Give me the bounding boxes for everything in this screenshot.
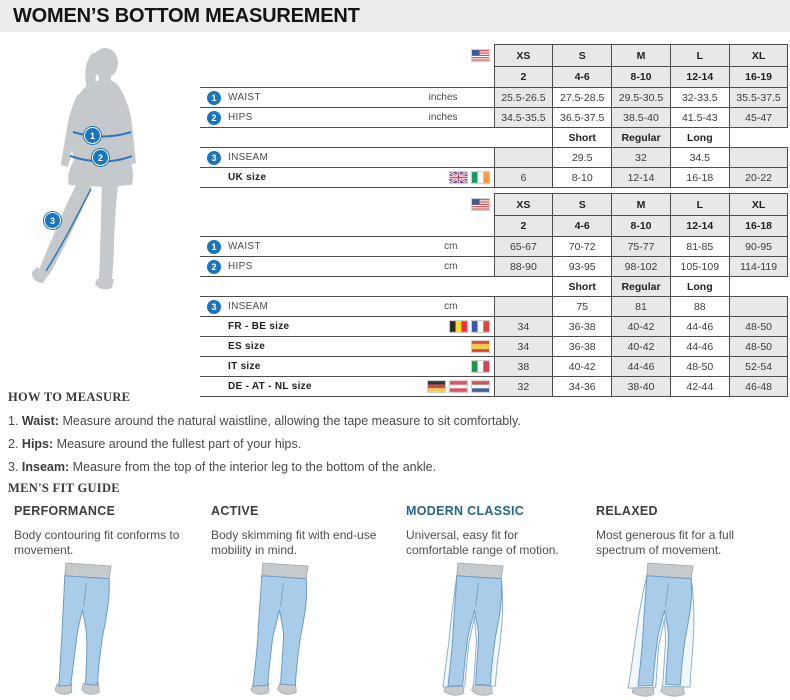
size-header-cell: S: [553, 45, 612, 67]
value-cell: 34-36: [553, 377, 612, 397]
fit-name: PERFORMANCE: [14, 504, 116, 518]
hips-row: [200, 257, 788, 277]
length-header-cell: Short: [553, 128, 612, 148]
waist-badge: 1: [207, 91, 221, 105]
value-cell: 36-38: [553, 317, 612, 337]
length-header-row: [200, 277, 788, 297]
value-cell: 40-42: [553, 357, 612, 377]
size-header-cell: L: [670, 45, 729, 67]
value-cell: 34.5: [670, 148, 729, 168]
waist-row: [200, 88, 788, 108]
size-number-cell: 8-10: [612, 216, 671, 237]
size-number-cell: 4-6: [553, 67, 612, 88]
size-number-row: [200, 216, 788, 237]
size-header-cell: L: [670, 194, 729, 216]
value-cell: 16-18: [670, 168, 729, 188]
measure-item-inseam: [8, 460, 648, 474]
measure-item-text: Measure around the fullest part of your hips.: [56, 437, 302, 451]
page-title: WOMEN’S BOTTOM MEASUREMENT: [13, 4, 360, 27]
fit-grid: [8, 504, 784, 699]
row-label: INSEAM: [228, 301, 269, 312]
size-number-cell: 12-14: [670, 216, 729, 237]
row-unit: cm: [444, 241, 458, 252]
es-size-row: [200, 337, 788, 357]
row-label: UK size: [228, 172, 267, 183]
value-cell: 48-50: [729, 337, 788, 357]
size-number-cell: 8-10: [612, 67, 671, 88]
fit-name: MODERN CLASSIC: [406, 504, 525, 518]
value-cell: 105-109: [670, 257, 729, 277]
value-cell: 29.5-30.5: [612, 88, 671, 108]
size-header-cell: S: [553, 194, 612, 216]
size-header-cell: XS: [494, 45, 553, 67]
value-cell: 44-46: [670, 337, 729, 357]
measure-item-term: Waist:: [21, 414, 59, 428]
pants-illustration-relaxed: [596, 561, 741, 699]
value-cell: 46-48: [729, 377, 788, 397]
value-cell: 41.5-43: [670, 108, 729, 128]
value-cell: 34: [494, 317, 553, 337]
figure-badge-waist: 1: [84, 127, 101, 144]
uk-size-row: [200, 168, 788, 188]
hips-badge: 2: [207, 111, 221, 125]
fit-relaxed: [590, 504, 780, 699]
value-cell: 36-38: [553, 337, 612, 357]
row-label: IT size: [228, 361, 261, 372]
pants-illustration-active: [211, 561, 356, 699]
fit-name: ACTIVE: [211, 504, 259, 518]
value-cell: 32: [494, 377, 553, 397]
it-size-row: [200, 357, 788, 377]
fit-performance: [8, 504, 205, 699]
value-cell: 38-40: [612, 377, 671, 397]
size-header-cell: M: [612, 45, 671, 67]
value-cell: 34: [494, 337, 553, 357]
row-label: HIPS: [228, 261, 253, 272]
value-cell: 29.5: [553, 148, 612, 168]
measure-item-text: Measure from the top of the interior leg to the bottom of the ankle.: [72, 460, 437, 474]
value-cell: 90-95: [729, 237, 788, 257]
row-label: FR - BE size: [228, 321, 290, 332]
length-header-cell: Regular: [612, 277, 671, 297]
length-header-cell: Regular: [612, 128, 671, 148]
value-cell: 25.5-26.5: [494, 88, 553, 108]
fit-description: Body contouring fit conforms to movement.: [14, 528, 180, 557]
measure-item-number: 3.: [8, 460, 19, 474]
value-cell: 36.5-37.5: [553, 108, 612, 128]
row-unit: cm: [444, 261, 458, 272]
value-cell: 88: [670, 297, 729, 317]
size-table-inches: [200, 44, 788, 188]
value-cell: 42-44: [670, 377, 729, 397]
size-number-cell: 12-14: [670, 67, 729, 88]
value-cell: 81: [612, 297, 671, 317]
row-label: HIPS: [228, 112, 253, 123]
measure-item-term: Hips:: [21, 437, 54, 451]
woman-silhouette-illustration: [15, 46, 195, 296]
uk-flag-icon: [449, 171, 468, 184]
row-unit: inches: [428, 92, 458, 103]
measure-item-waist: [8, 414, 648, 428]
waist-badge: 1: [207, 240, 221, 254]
length-header-cell: Long: [670, 128, 729, 148]
size-header-cell: M: [612, 194, 671, 216]
value-cell: 98-102: [612, 257, 671, 277]
size-number-cell: 2: [494, 67, 553, 88]
value-cell: 34.5-35.5: [494, 108, 553, 128]
value-cell: 45-47: [729, 108, 788, 128]
fit-guide-section: [8, 481, 784, 699]
pants-illustration-modern-classic: [406, 561, 551, 699]
fit-description: Most generous fit for a full spectrum of movement.: [596, 528, 735, 557]
value-cell: 48-50: [670, 357, 729, 377]
value-cell: 88-90: [494, 257, 553, 277]
figure-badge-hips: 2: [92, 149, 109, 166]
length-header-row: [200, 128, 788, 148]
hips-badge: 2: [207, 260, 221, 274]
waist-row: [200, 237, 788, 257]
us-flag-icon: [471, 49, 490, 62]
inseam-row: [200, 297, 788, 317]
size-number-cell: 16-18: [729, 216, 788, 237]
belgium-flag-icon: [449, 320, 468, 333]
row-label: WAIST: [228, 241, 261, 252]
row-label: DE - AT - NL size: [228, 381, 312, 392]
value-cell: 81-85: [670, 237, 729, 257]
hips-row: [200, 108, 788, 128]
fit-description: Universal, easy fit for comfortable range of motion.: [406, 528, 559, 557]
figure-badge-inseam: 3: [44, 212, 61, 229]
fit-description: Body skimming fit with end-use mobility in mind.: [211, 528, 377, 557]
value-cell: 44-46: [670, 317, 729, 337]
measure-item-number: 1.: [8, 414, 19, 428]
size-header-row: [200, 194, 788, 216]
value-cell: 8-10: [553, 168, 612, 188]
measure-item-number: 2.: [8, 437, 19, 451]
value-cell: 32: [612, 148, 671, 168]
value-cell: 44-46: [612, 357, 671, 377]
row-label: INSEAM: [228, 152, 269, 163]
value-cell: 40-42: [612, 337, 671, 357]
size-header-cell: XS: [494, 194, 553, 216]
fit-name: RELAXED: [596, 504, 658, 518]
value-cell: 6: [494, 168, 553, 188]
size-number-row: [200, 67, 788, 88]
value-cell: 75-77: [612, 237, 671, 257]
value-cell: 93-95: [553, 257, 612, 277]
how-to-measure-title: HOW TO MEASURE: [8, 390, 131, 404]
value-cell: 27.5-28.5: [553, 88, 612, 108]
ireland-flag-icon: [471, 171, 490, 184]
size-tables: [200, 44, 788, 397]
size-number-cell: 2: [494, 216, 553, 237]
row-unit: cm: [444, 301, 458, 312]
size-number-cell: 4-6: [553, 216, 612, 237]
size-number-cell: 16-19: [729, 67, 788, 88]
value-cell: 20-22: [729, 168, 788, 188]
inseam-row: [200, 148, 788, 168]
value-cell: 48-50: [729, 317, 788, 337]
value-cell: 75: [553, 297, 612, 317]
measure-item-text: Measure around the natural waistline, allowing the tape measure to sit comfortably.: [62, 414, 521, 428]
row-label: ES size: [228, 341, 266, 352]
value-cell: 12-14: [612, 168, 671, 188]
pants-illustration-performance: [14, 561, 159, 699]
inseam-badge: 3: [207, 300, 221, 314]
how-to-measure-section: [8, 390, 648, 474]
length-header-cell: Long: [670, 277, 729, 297]
fit-guide-title: MEN'S FIT GUIDE: [8, 481, 120, 495]
spain-flag-icon: [471, 340, 490, 353]
measure-item-term: Inseam:: [21, 460, 70, 474]
fit-modern-classic: [400, 504, 590, 699]
value-cell: 65-67: [494, 237, 553, 257]
france-flag-icon: [471, 320, 490, 333]
length-header-cell: Short: [553, 277, 612, 297]
value-cell: 38.5-40: [612, 108, 671, 128]
row-label: WAIST: [228, 92, 261, 103]
inseam-badge: 3: [207, 151, 221, 165]
value-cell: 52-54: [729, 357, 788, 377]
value-cell: 35.5-37.5: [729, 88, 788, 108]
us-flag-icon: [471, 198, 490, 211]
size-table-cm: [200, 193, 788, 397]
value-cell: 114-119: [729, 257, 788, 277]
value-cell: 40-42: [612, 317, 671, 337]
value-cell: 38: [494, 357, 553, 377]
measure-item-hips: [8, 437, 648, 451]
fit-active: [205, 504, 400, 699]
page-header: [0, 0, 790, 32]
fr-be-size-row: [200, 317, 788, 337]
measurement-figure: [15, 46, 195, 296]
row-unit: inches: [428, 112, 458, 123]
value-cell: 70-72: [553, 237, 612, 257]
size-header-cell: XL: [729, 45, 788, 67]
value-cell: 32-33.5: [670, 88, 729, 108]
italy-flag-icon: [471, 360, 490, 373]
size-header-row: [200, 45, 788, 67]
size-header-cell: XL: [729, 194, 788, 216]
